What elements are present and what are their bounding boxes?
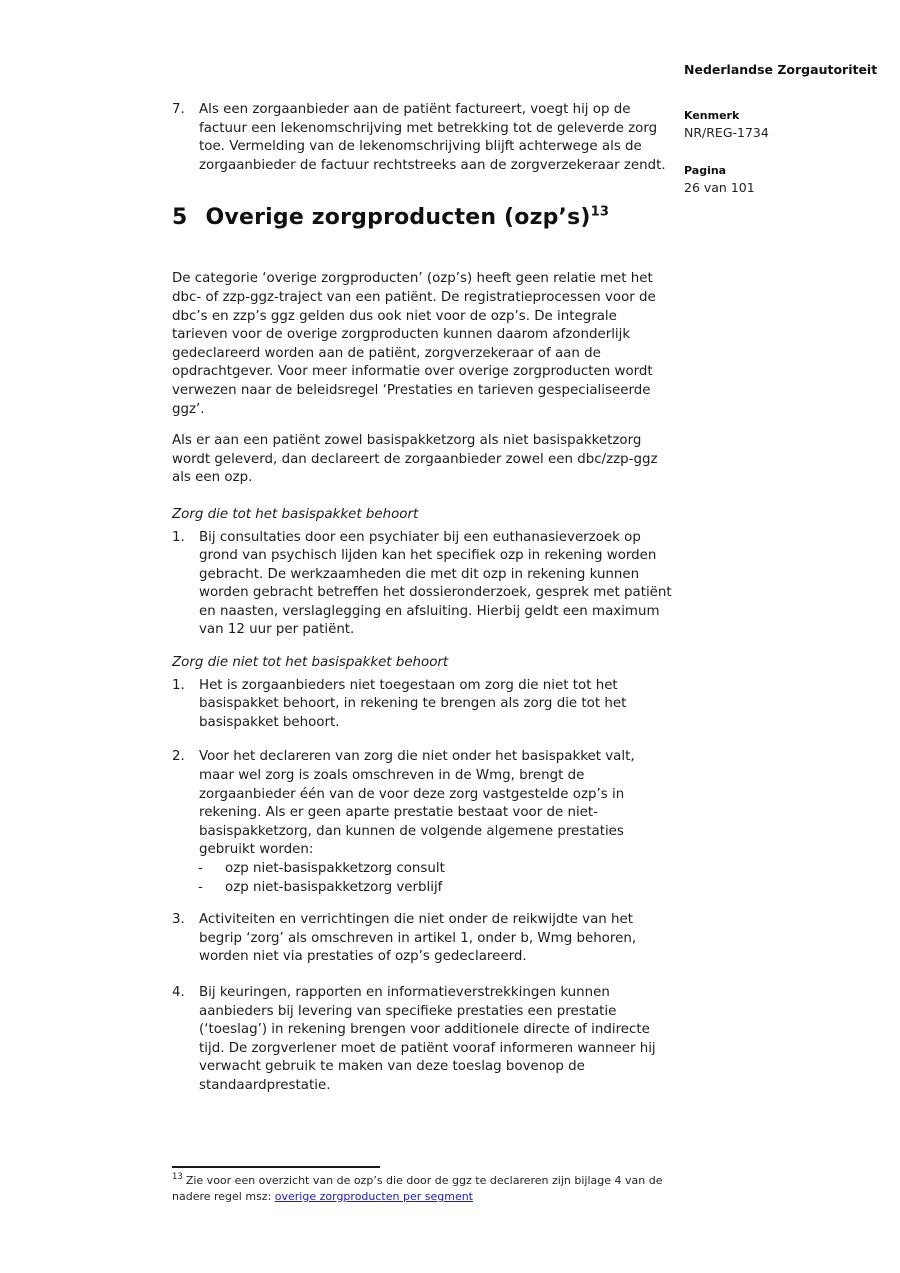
footnote-link[interactable]: overige zorgproducten per segment xyxy=(274,1190,473,1203)
item-sub-bullets xyxy=(198,860,672,897)
footnote-body: Zie voor een overzicht van de ozp’s die door de ggz te declareren zijn bijlage 4 van de nadere regel msz: xyxy=(172,1174,663,1203)
bullet-text: ozp niet-basispakketzorg verblijf xyxy=(225,879,443,895)
kenmerk-label: Kenmerk xyxy=(684,109,740,122)
bullet-dash: - xyxy=(198,879,203,895)
numbered-item-niet-2 xyxy=(172,748,672,897)
footnote xyxy=(172,1166,692,1205)
main-text-column xyxy=(172,101,672,1096)
bullet-text: ozp niet-basispakketzorg consult xyxy=(225,861,445,876)
item-number: 1. xyxy=(172,529,185,545)
item-number: 7. xyxy=(172,102,185,117)
numbered-item-7 xyxy=(172,101,672,175)
item-body xyxy=(172,748,672,860)
bullet-item xyxy=(198,879,672,898)
footnote-text xyxy=(172,1173,692,1205)
item-text: Activiteiten en verrichtingen die niet onder de reikwijdte van het begrip ‘zorg’ als omschreven in artikel 1, onder b, Wmg behoren, worden niet via prestaties of ozp’s gedeclareerd. xyxy=(199,912,637,965)
numbered-item-niet-3 xyxy=(172,911,672,967)
kenmerk-value: NR/REG-1734 xyxy=(684,125,769,140)
item-number: 1. xyxy=(172,677,185,693)
item-text: Voor het declareren van zorg die niet onder het basispakket valt, maar wel zorg is zoals omschreven in de Wmg, brengt de zorgaanbieder één van de voor deze zorg vastgestelde ozp’s in rekening. Als er geen aparte prestatie bestaat voor de niet-basispakketzorg, dan kunnen de volgende algemene prestaties gebruikt worden: xyxy=(199,749,635,858)
numbered-item-niet-1 xyxy=(172,677,672,733)
pagina-label: Pagina xyxy=(684,164,727,177)
bullet-dash: - xyxy=(198,861,203,876)
chapter-heading xyxy=(172,204,672,231)
item-text: Bij consultaties door een psychiater bij een euthanasieverzoek op grond van psychisch lijden kan het specifiek ozp in rekening worden gebracht. De werkzaamheden die met dit ozp in rekening kunnen worden gebracht betreffen het dossieronderzoek, gesprek met patiënt en naasten, verslaglegging en afsluiting. Hierbij geldt een maximum van 12 uur per patiënt. xyxy=(199,529,672,638)
footnote-marker: 13 xyxy=(172,1172,183,1183)
chapter-title: Overige zorgproducten (ozp’s) xyxy=(205,205,591,231)
item-text: Bij keuringen, rapporten en informatieverstrekkingen kunnen aanbieders bij levering van specifieke prestaties een prestatie (‘toeslag’) in rekening brengen voor additionele directe of indirecte tijd. De zorgverlener moet de patiënt vooraf informeren wanneer hij verwacht gebruik te maken van deze toeslag bovenop de standaardprestatie. xyxy=(199,984,656,1093)
numbered-item-basis-1 xyxy=(172,529,672,641)
item-number: 2. xyxy=(172,749,185,765)
document-meta xyxy=(684,109,844,219)
paragraph-intro: De categorie ‘overige zorgproducten’ (ozp’s) heeft geen relatie met het dbc- of zzp-ggz-traject van een patiënt. De registratieprocessen voor de dbc’s en zzp’s ggz gelden dus ook niet voor de ozp’s. De integrale tarieven voor de overige zorgproducten kunnen daarom afzonderlijk gedeclareerd worden aan de patiënt, zorgverzekeraar of aan de opdrachtgever. Voor meer informatie over overige zorgproducten wordt verwezen naar de beleidsregel ‘Prestaties en tarieven gespecialiseerde ggz’. xyxy=(172,271,656,417)
footnote-divider xyxy=(172,1166,380,1168)
bullet-item xyxy=(198,860,672,879)
org-brand: Nederlandse Zorgautoriteit xyxy=(684,62,878,77)
chapter-footnote-ref: 13 xyxy=(590,205,610,221)
paragraph-combination: Als er aan een patiënt zowel basispakketzorg als niet basispakketzorg wordt geleverd, dan declareert de zorgaanbieder zowel een dbc/zzp-ggz als een ozp. xyxy=(172,433,658,486)
numbered-item-niet-4 xyxy=(172,984,672,1096)
item-text: Het is zorgaanbieders niet toegestaan om zorg die niet tot het basispakket behoort, in rekening te brengen als zorg die tot het basispakket behoort. xyxy=(199,677,627,730)
subheading-niet-basispakket: Zorg die niet tot het basispakket behoort xyxy=(172,655,449,671)
chapter-number: 5 xyxy=(172,205,188,231)
subheading-basispakket: Zorg die tot het basispakket behoort xyxy=(172,506,419,522)
item-number: 3. xyxy=(172,912,185,928)
item-number: 4. xyxy=(172,984,185,1000)
pagina-value: 26 van 101 xyxy=(684,180,755,195)
item-text: Als een zorgaanbieder aan de patiënt factureert, voegt hij op de factuur een lekenomschrijving met betrekking tot de geleverde zorg toe. Vermelding van de lekenomschrijving blijft achterwege als de zorgaanbieder de factuur rechtstreeks aan de zorgverzekeraar zendt. xyxy=(199,102,666,173)
